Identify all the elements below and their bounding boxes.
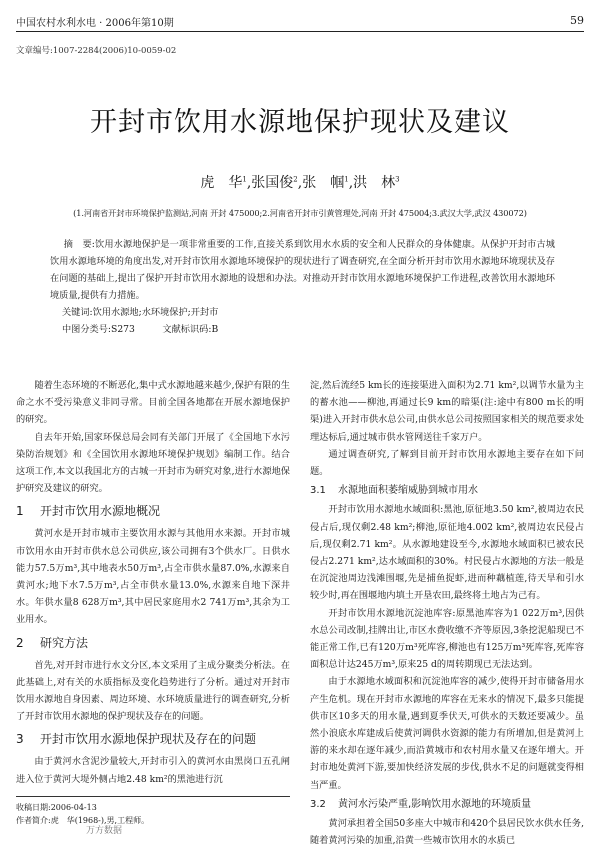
subsection-heading bbox=[310, 796, 584, 813]
watermark-text: 万方数据 bbox=[86, 826, 123, 836]
author-affil-mark: 1 bbox=[242, 175, 247, 184]
paragraph: 黄河水是开封市城市主要饮用水源与其他用水来源。开封市城市饮用水由开封市供水总公司供应,该公司拥有3个供水厂。日供水能力57.5万m³,其中地表水50万m³,占全市供水量87.0%,水源来自黄河水;地下水7.5万m³,占全市供水量13.0%,水源来自地下深井水。年供水量8 628万m³,其中居民家庭用水2 741万m³,其余为工业用水。 bbox=[16, 528, 290, 626]
page-number: 59 bbox=[570, 14, 584, 27]
subsection-title: 水源地面积萎缩威胁到城市用水 bbox=[338, 485, 478, 497]
author-affil-mark: 3 bbox=[395, 175, 400, 184]
author-bio: 作者简介:虎 华(1968-),男,工程师。 bbox=[16, 816, 150, 825]
body-column-left bbox=[16, 377, 290, 788]
paragraph: 自去年开始,国家环保总局会同有关部门开展了《全国地下水污染防治规划》和《全国饮用水源地环境保护规划》编制工作。结合这项工作,本文以我国北方的古城一开封市为研究对象,进行水源地保护研究及建议的研究。 bbox=[16, 431, 290, 495]
section-number: 3 bbox=[16, 732, 24, 747]
affiliation: (1.河南省开封市环境保护监测站,河南 开封 475000;2.河南省开封市引黄管理处,河南 开封 475004;3.武汉大学,武汉 430072) bbox=[73, 208, 527, 218]
paper-title: 开封市饮用水源地保护现状及建议 bbox=[90, 107, 510, 138]
author-name: 张 帼 bbox=[302, 175, 345, 191]
abstract-text: 摘 要:饮用水源地保护是一项非常重要的工作,直接关系到饮用水水质的安全和人民群众的身体健康。从保护开封市古城饮用水源地环境的角度出发,对开封市饮用水源地环境保护的现状进行了调查研究,在全面分析开封市饮用水源地环境现状及存在问题的基础上,提出了保护开封市饮用水源地的设想和办法。对推动开封市饮用水源地环境保护工作进程,改善饮用水源地环境质量,提供有力措施。 bbox=[50, 239, 555, 301]
subsection-number: 3.1 bbox=[310, 485, 326, 497]
section-heading bbox=[16, 634, 290, 652]
author-name: 洪 林 bbox=[353, 175, 396, 191]
journal-name: 中国农村水利水电 · 2006年第10期 bbox=[16, 18, 174, 29]
paragraph: 由于水源地水域面积和沉淀池库容的减少,使得开封市储备用水产生危机。现在开封市水源地的库容在无来水的情况下,最多只能提供市区10多天的用水量,遇到夏季伏天,可供水的天数还要减少。虽然小浪底水库建成后使黄河调供水资源的能力有所增加,但是黄河上游的来水却在逐年减少,而沿黄城市和农村用水量又在逐年增大。开封市地处黄河下游,要加快经济发展的步伐,供水不足的问题就变得相当严重。 bbox=[310, 676, 584, 791]
keywords: 关键词:饮用水源地;水环境保护;开封市 bbox=[62, 307, 219, 318]
section-number: 2 bbox=[16, 635, 24, 650]
paragraph: 黄河承担着全国50多座大中城市和420个县居民饮水供水任务,随着黄河污染的加重,沿黄一些城市饮用水的水质已 bbox=[310, 818, 584, 847]
paragraph: 开封市饮用水源地沉淀池库容:原黑池库容为1 022万m³,因供水总公司改制,挂牌出让,市区水费收缴不齐等原因,3条挖泥船现已不能正常工作,已有120万m³死库容,柳池也有125万m³死库容,死库容面积总计达245万m³,原来25 d的周转期现已无法达到。 bbox=[310, 607, 584, 671]
body-column-right bbox=[310, 377, 584, 849]
paragraph: 通过调查研究,了解到目前开封市饮用水源地主要存在如下问题。 bbox=[310, 448, 584, 478]
section-heading bbox=[16, 502, 290, 520]
article-number: 文章编号:1007-2284(2006)10-0059-02 bbox=[16, 46, 177, 56]
paragraph: 淀,然后流经5 km长的连接渠进入面积为2.71 km²,以调节水量为主的蓄水池——柳池,再通过长9 km的暗渠(注:途中有800 m长的明渠)进入开封市供水总公司,由供水总公司按照国家相关的规范要求处理达标后,通过城市供水管网送往千家万户。 bbox=[310, 380, 584, 443]
author-name: 张国俊 bbox=[251, 175, 294, 191]
subsection-number: 3.2 bbox=[310, 798, 326, 810]
author-name: 虎 华 bbox=[200, 175, 243, 191]
paragraph: 首先,对开封市进行水文分区,本文采用了主成分聚类分析法。在此基础上,对有关的水质指标及变化趋势进行了分析。通过对开封市饮用水源地自身因素、周边环境、水环境质量进行的调查研究,分析了开封市饮用水源地的保护现状及存在的问题。 bbox=[16, 659, 290, 723]
subsection-heading bbox=[310, 482, 584, 499]
received-date: 收稿日期:2006-04-13 bbox=[16, 803, 97, 812]
running-header bbox=[16, 14, 584, 32]
section-title: 开封市饮用水源地保护现状及存在的问题 bbox=[40, 732, 257, 747]
section-title: 研究方法 bbox=[40, 635, 89, 650]
paragraph: 由于黄河水含泥沙量较大,开封市引入的黄河水由黑岗口五孔闸进入位于黄河大堤外侧占地2.48 km²的黑池进行沉 bbox=[16, 756, 290, 785]
section-title: 开封市饮用水源地概况 bbox=[40, 504, 161, 519]
section-heading bbox=[16, 730, 290, 748]
author-list: 虎 华$^1$,张国俊$^2$,张 帼$^1$,洪 林$^3$ bbox=[200, 175, 400, 191]
section-number: 1 bbox=[16, 504, 24, 519]
classification: 中图分类号:S273 文献标识码:B bbox=[62, 324, 219, 335]
author-affil-mark: 1 bbox=[344, 175, 349, 184]
author-affil-mark: 2 bbox=[293, 175, 298, 184]
paragraph: 开封市饮用水源地水域面积:黑池,原征地3.50 km²,被周边农民侵占后,现仅剩2.48 km²;柳池,原征地4.002 km²,被周边农民侵占后,现仅剩2.71 km²。从水源地建设至今,水源地水域面积已被农民侵占2.271 km²,达水域面积的30%。村民侵占水源地的方法一般是在沉淀池周边浅滩围堰,先是捕鱼捉虾,进而种藕植莲,待天旱和引水较少时,再在围堰地内填土开垦农田,最终将土地占为己有。 bbox=[310, 504, 584, 602]
abstract-block bbox=[50, 236, 555, 338]
paragraph: 随着生态环境的不断恶化,集中式水源地越来越少,保护有限的生命之水不受污染意义非同寻常。目前全国各地都在开展水源地保护的研究。 bbox=[16, 380, 290, 426]
footnote bbox=[16, 796, 290, 836]
subsection-title: 黄河水污染严重,影响饮用水源地的环境质量 bbox=[338, 798, 532, 810]
